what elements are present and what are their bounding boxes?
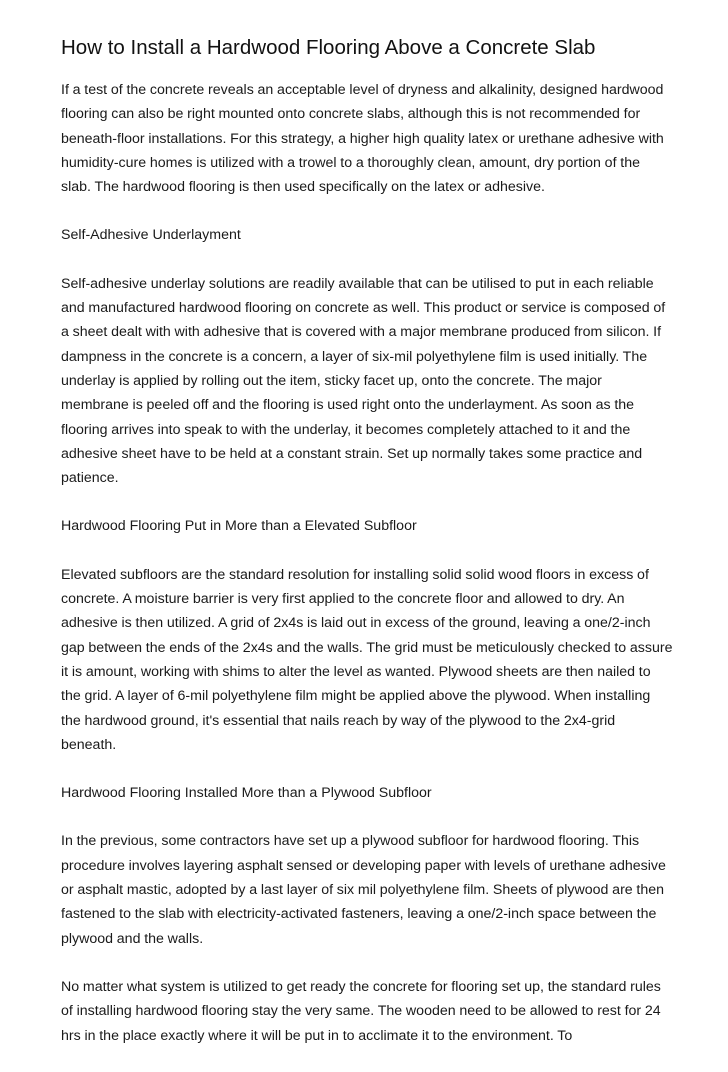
- paragraph-elevated-subfloor: Elevated subfloors are the standard resolution for installing solid solid wood floors in excess of concrete. A moisture barrier is very first applied to the concrete floor and allowed to dry. An adhesive is then utilized. A grid of 2x4s is laid out in excess of the ground, leaving a one/2-inch gap between the ends of the 2x4s and the walls. The grid must be meticulously checked to assure it is amount, working with shims to alter the level as wanted. Plywood sheets are then nailed to the grid. A layer of 6-mil polyethylene film might be applied above the plywood. When installing the hardwood ground, it's essential that nails reach by way of the plywood to the 2x4-grid beneath.: [61, 566, 673, 753]
- subheading-elevated-subfloor: Hardwood Flooring Put in More than a Elevated Subfloor: [61, 518, 417, 535]
- document-page: [61, 36, 673, 1072]
- subheading-self-adhesive-underlayment: Self-Adhesive Underlayment: [61, 227, 241, 244]
- paragraph-intro: If a test of the concrete reveals an acceptable level of dryness and alkalinity, designed hardwood flooring can also be right mounted onto concrete slabs, although this is not recommended for beneath-floor installations. For this strategy, a higher high quality latex or urethane adhesive with humidity-cure homes is utilized with a trowel to a thoroughly clean, amount, dry portion of the slab. The hardwood flooring is then used specifically on the latex or adhesive.: [61, 82, 664, 196]
- subheading-plywood-subfloor: Hardwood Flooring Installed More than a Plywood Subfloor: [61, 785, 432, 802]
- page-title: How to Install a Hardwood Flooring Above a Concrete Slab: [61, 36, 596, 59]
- paragraph-plywood-subfloor: In the previous, some contractors have set up a plywood subfloor for hardwood flooring. This procedure involves layering asphalt sensed or developing paper with levels of urethane adhesive or asphalt mastic, adopted by a last layer of six mil polyethylene film. Sheets of plywood are then fastened to the slab with electricity-activated fasteners, leaving a one/2-inch space between the plywood and the walls.: [61, 833, 666, 947]
- paragraph-self-adhesive: Self-adhesive underlay solutions are readily available that can be utilised to put in each reliable and manufactured hardwood flooring on concrete as well. This product or service is composed of a sheet dealt with with adhesive that is covered with a major membrane produced from silicon. If dampness in the concrete is a concern, a layer of six-mil polyethylene film is used initially. The underlay is applied by rolling out the item, sticky facet up, onto the concrete. The major membrane is peeled off and the flooring is used right onto the underlayment. As soon as the flooring arrives into speak to with the underlay, it becomes completely attached to it and the adhesive sheet have to be held at a constant strain. Set up normally takes some practice and patience.: [61, 275, 666, 487]
- paragraph-conclusion: No matter what system is utilized to get ready the concrete for flooring set up, the standard rules of installing hardwood flooring stay the very same. The wooden need to be allowed to rest for 24 hrs in the place exactly where it will be put in to acclimate it to the environment. To: [61, 978, 661, 1044]
